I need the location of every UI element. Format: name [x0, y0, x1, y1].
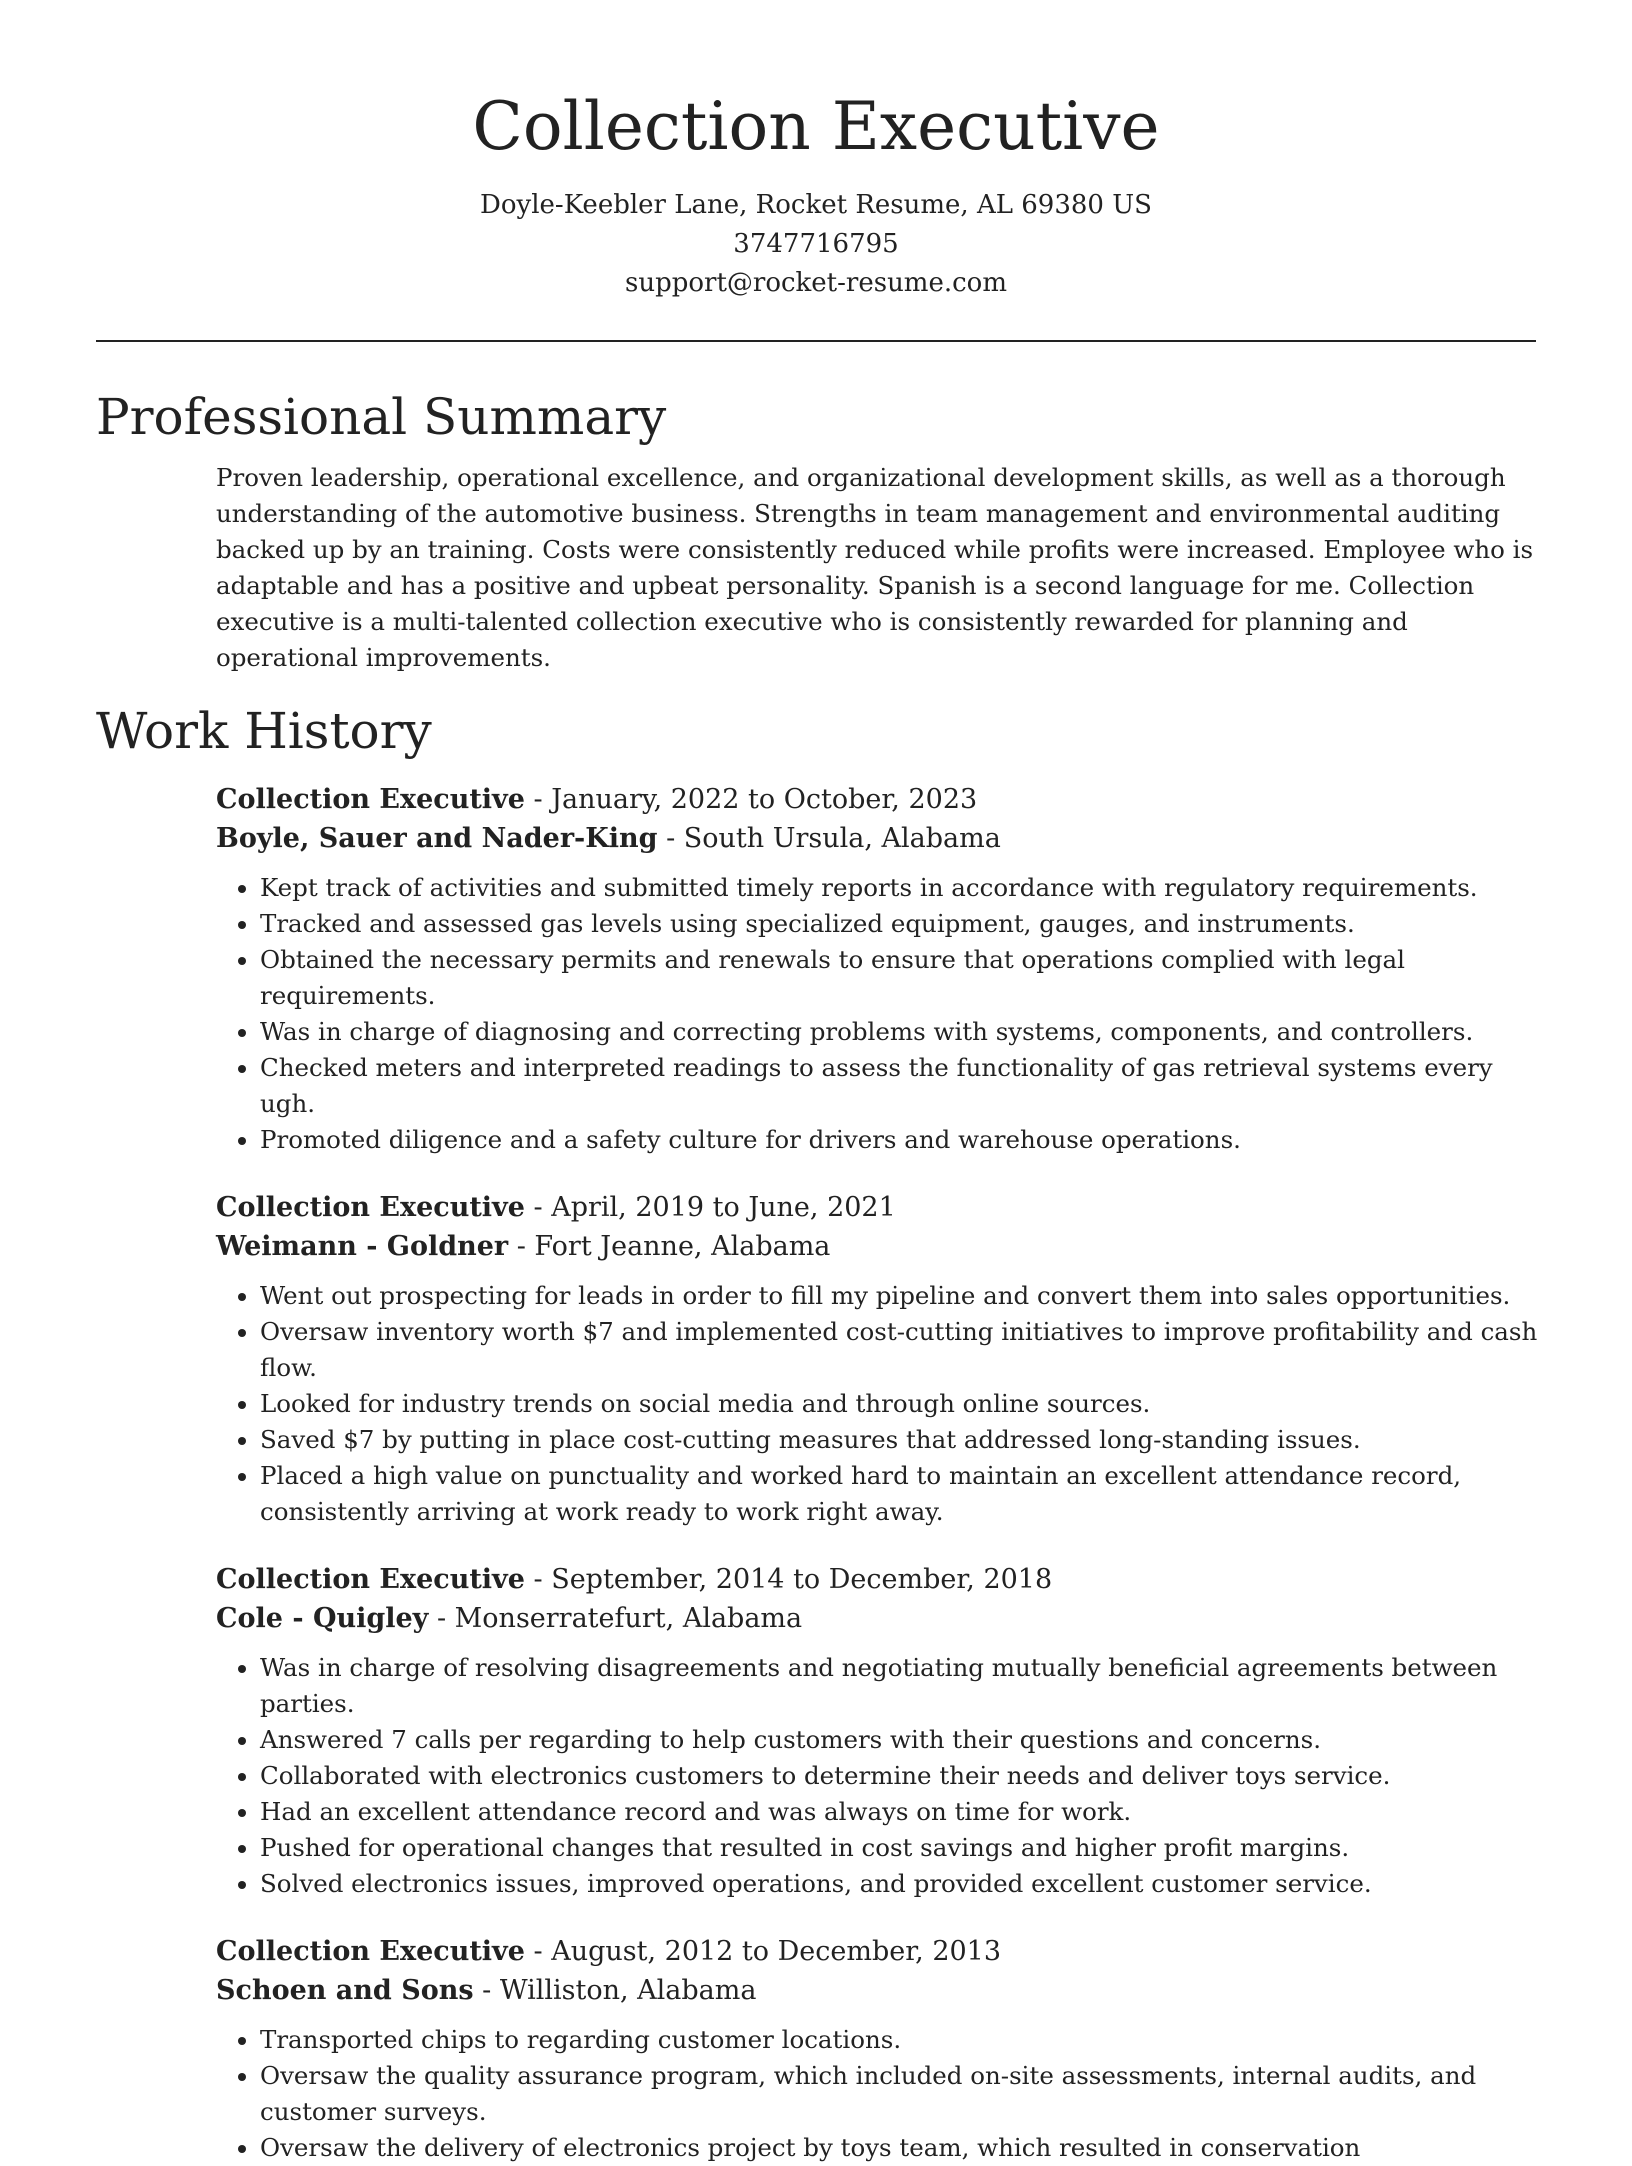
job-bullets	[216, 870, 1546, 1158]
job-location: - South Ursula, Alabama	[657, 823, 1001, 854]
job-company-line	[216, 1599, 1546, 1638]
job-bullet: • Looked for industry trends on social media and through online sources.	[260, 1386, 1546, 1422]
job-bullet: • Was in charge of diagnosing and correcting problems with systems, components, and controllers.	[260, 1014, 1546, 1050]
job-company: Weimann - Goldner	[216, 1231, 509, 1262]
job-bullet: • Tracked and assessed gas levels using specialized equipment, gauges, and instruments.	[260, 906, 1546, 942]
job-bullet: • Went out prospecting for leads in order to fill my pipeline and convert them into sales opportunities.	[260, 1278, 1546, 1314]
job-dates: - August, 2012 to December, 2013	[524, 1936, 1002, 1967]
resume-page	[96, 0, 1536, 2166]
address-text: Doyle-Keebler Lane, Rocket Resume, AL 69380 US	[480, 190, 1152, 220]
phone-text: 3747716795	[733, 229, 899, 259]
job-bullet: • Kept track of activities and submitted timely reports in accordance with regulatory requirements.	[260, 870, 1546, 906]
job-bullet: • Answered 7 calls per regarding to help customers with their questions and concerns.	[260, 1722, 1546, 1758]
job-company-line	[216, 1971, 1546, 2010]
job-bullet: • Oversaw inventory worth $7 and implemented cost-cutting initiatives to improve profitability and cash flow.	[260, 1314, 1546, 1386]
job-role: Collection Executive	[216, 1192, 525, 1223]
job-bullet: • Checked meters and interpreted readings to assess the functionality of gas retrieval systems every ugh.	[260, 1050, 1546, 1122]
job-title-line	[216, 1560, 1546, 1599]
job-location: - Fort Jeanne, Alabama	[508, 1231, 831, 1262]
job-bullet: • Placed a high value on punctuality and worked hard to maintain an excellent attendance record, consistently arriving at work ready to work right away.	[260, 1458, 1546, 1530]
job-entry	[216, 780, 1546, 1158]
job-location: - Monserratefurt, Alabama	[428, 1603, 803, 1634]
email-text: support@rocket-resume.com	[624, 268, 1007, 298]
job-entry	[216, 1560, 1546, 1902]
job-dates: - January, 2022 to October, 2023	[524, 784, 978, 815]
job-title-line	[216, 1188, 1546, 1227]
job-entry	[216, 1932, 1546, 2166]
job-bullet: • Pushed for operational changes that resulted in cost savings and higher profit margins.	[260, 1830, 1546, 1866]
job-bullet: • Saved $7 by putting in place cost-cutting measures that addressed long-standing issues.	[260, 1422, 1546, 1458]
header-divider	[96, 340, 1536, 342]
candidate-name: Collection Executive	[472, 88, 1160, 165]
job-location: - Williston, Alabama	[473, 1975, 757, 2006]
job-company-line	[216, 1227, 1546, 1266]
work-history-heading: Work History	[96, 702, 432, 760]
job-bullet: • Oversaw the quality assurance program, which included on-site assessments, internal audits, and customer surveys.	[260, 2058, 1546, 2130]
work-history-list	[96, 780, 1536, 2166]
job-entry	[216, 1188, 1546, 1530]
job-bullet: • Transported chips to regarding customer locations.	[260, 2022, 1546, 2058]
job-company-line	[216, 819, 1546, 858]
contact-info	[96, 186, 1536, 303]
job-bullet: • Collaborated with electronics customers to determine their needs and deliver toys service.	[260, 1758, 1546, 1794]
job-role: Collection Executive	[216, 1936, 525, 1967]
job-dates: - September, 2014 to December, 2018	[524, 1564, 1053, 1595]
job-bullet: • Solved electronics issues, improved operations, and provided excellent customer service.	[260, 1866, 1546, 1902]
job-role: Collection Executive	[216, 784, 525, 815]
job-bullets	[216, 1650, 1546, 1902]
job-role: Collection Executive	[216, 1564, 525, 1595]
job-bullets	[216, 1278, 1546, 1530]
job-bullet: • Was in charge of resolving disagreements and negotiating mutually beneficial agreements between parties.	[260, 1650, 1546, 1722]
job-company: Schoen and Sons	[216, 1975, 474, 2006]
job-company: Cole - Quigley	[216, 1603, 429, 1634]
job-company: Boyle, Sauer and Nader-King	[216, 823, 658, 854]
job-title-line	[216, 1932, 1546, 1971]
job-bullet: • Had an excellent attendance record and was always on time for work.	[260, 1794, 1546, 1830]
job-bullets	[216, 2022, 1546, 2166]
job-title-line	[216, 780, 1546, 819]
job-bullet: • Oversaw the delivery of electronics project by toys team, which resulted in conservation	[260, 2130, 1546, 2166]
job-bullet: • Promoted diligence and a safety culture for drivers and warehouse operations.	[260, 1122, 1546, 1158]
summary-paragraph: Proven leadership, operational excellence, and organizational development skills, as well as a thorough understanding of the automotive business. Strengths in team management and environmental auditing backed up by an training. Costs were consistently reduced while profits were increased. Employee who is adaptable and has a positive and upbeat personality. Spanish is a second language for me. Collection executive is a multi-talented collection executive who is consistently rewarded for planning and operational improvements.	[216, 463, 1534, 672]
resume-header	[96, 0, 1536, 303]
job-dates: - April, 2019 to June, 2021	[524, 1192, 896, 1223]
job-bullet: • Obtained the necessary permits and renewals to ensure that operations complied with legal requirements.	[260, 942, 1546, 1014]
summary-heading: Professional Summary	[96, 388, 667, 446]
